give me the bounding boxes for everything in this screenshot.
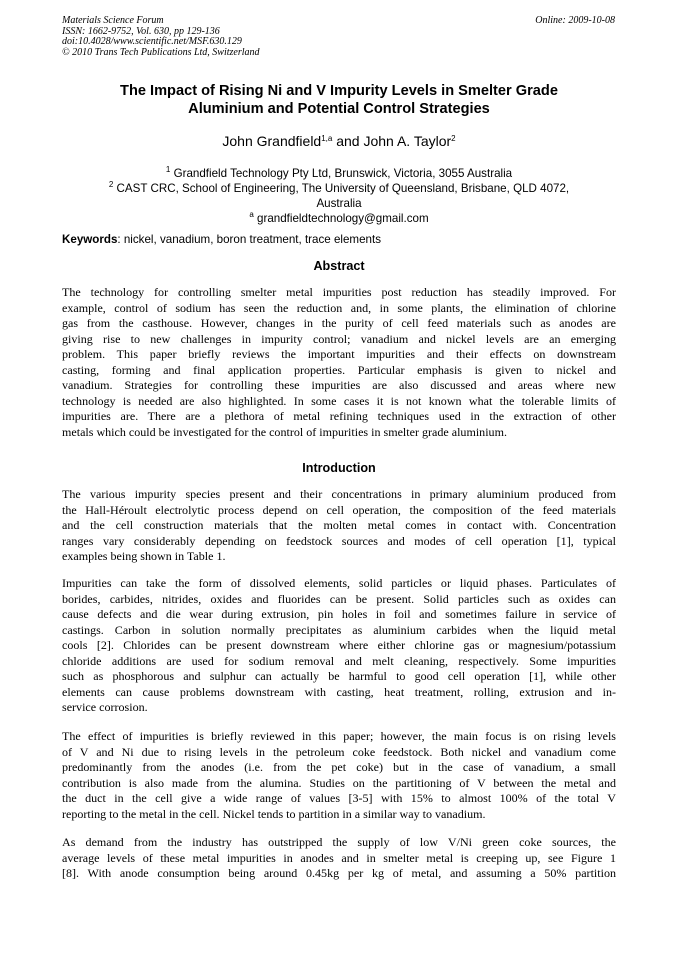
text-line: such as phosphorous and sulphur can actually be harmful to good cell operation [1], while other [62,669,616,683]
text-line: of V and Ni due to rising levels in the petroleum coke feedstock. Both nickel and vanadium come [62,744,616,759]
text-line: ranges vary considerably depending on feedstock sources and modes of cell operation [1], typical [62,533,616,548]
text-line: The various impurity species present and their concentrations in primary aluminium produced from [62,487,616,501]
author-2: John A. Taylor [363,133,452,149]
abstract-heading: Abstract [313,259,365,273]
affiliations [62,166,616,226]
text-line: chloride additions are used for sodium removal and melt cleaning, respectively. Some impurities [62,653,616,668]
keywords-label: Keywords [62,233,118,246]
text-line: As demand from the industry has outstripped the supply of low V/Ni green coke sources, the [62,835,616,849]
keywords [62,232,381,247]
intro-paragraph-4 [62,835,616,882]
text-line: cools [2]. Chlorides can be present downstream where either chlorine gas or magnesium/potassium [62,638,616,652]
text-line: [8]. With anode consumption being around 0.45kg per kg of metal, and assuming a 50% partition [62,866,616,880]
online-date: Online: 2009-10-08 [535,15,615,26]
copyright-line: © 2010 Trans Tech Publications Ltd, Switzerland [62,46,260,58]
text-line: contribution is also made from the alumina. Studies on the partitioning of V between the metal and [62,775,616,790]
keywords-text: : nickel, vanadium, boron treatment, trace elements [117,233,381,246]
title-line-2: Aluminium and Potential Control Strategies [188,101,490,117]
affiliation-2-cont: Australia [316,197,362,210]
abstract-body [62,285,616,440]
text-line: gas from the casthouse. However, changes in the purity of cell feed materials such as anodes are [62,316,616,330]
text-line: The effect of impurities is briefly reviewed in this paper; however, the main focus is on rising levels [62,729,616,743]
text-line: vanadium. Strategies for controlling these impurities are also discussed and areas where new [62,378,616,392]
title-line-1: The Impact of Rising Ni and V Impurity Levels in Smelter Grade [120,83,558,99]
text-line: Impurities can take the form of dissolved elements, solid particles or liquid phases. Particulates of [62,576,616,590]
text-line: cause defects and die wear during extrusion, pin holes in foil and sometimes failure in service of [62,607,616,621]
author-email: $^a$ grandfieldtechnology@gmail.com [249,210,429,225]
text-line: The technology for controlling smelter metal impurities post reduction has steadily improved. For [62,285,616,299]
affiliation-1: $^1$ Grandfield Technology Pty Ltd, Brunswick, Victoria, 3055 Australia [165,165,513,180]
text-line: problem. This paper briefly reviews the important impurities and their effects on downstream [62,347,616,361]
journal-header [62,16,260,58]
text-line: the duct in the cell give a wide range of values [3-5] with 15% to almost 100% of the total V [62,791,616,805]
affiliation-2: $^2$ CAST CRC, School of Engineering, The University of Queensland, Brisbane, QLD 4072, [108,180,570,195]
author-list [62,132,616,150]
text-line: technology is needed are also highlighted. In some cases it is not known what the tolerable limits of [62,393,616,408]
doi-line: doi:10.4028/www.scientific.net/MSF.630.129 [62,36,242,47]
text-line: service corrosion. [62,700,148,714]
text-line: example, control of sodium has seen the reduction and, in some plants, the elimination of chlorine [62,300,616,315]
intro-paragraph-2 [62,576,616,716]
text-line: elements can cause problems downstream with casting, heat treatment, rolling, extrusion and in- [62,684,616,699]
author-2-affil: 2 [451,134,456,143]
text-line: predominantly from the anodes (i.e. from the pet coke) but in the case of vanadium, a small [62,760,616,774]
text-line: borides, carbides, nitrides, oxides and fluorides can be present. Solid particles such as oxides can [62,591,616,606]
journal-name: Materials Science Forum [62,15,164,26]
intro-paragraph-1 [62,487,616,565]
text-line: the Hall-Héroult electrolytic process depend on cell operation, the composition of the feed materials [62,502,616,517]
text-line: average levels of these metal impurities in anodes and in smelter metal is creeping up, see Figure 1 [62,850,616,865]
text-line: examples being shown in Table 1. [62,549,226,563]
text-line: and the cell construction materials that the molten metal comes in contact with. Concentration [62,518,616,532]
author-conjunction: and [332,133,364,149]
text-line: impurities are. There are a plethora of metal refining techniques used in the extraction of other [62,409,616,423]
text-line: casting, forming and final application properties. Particular emphasis is given to nickel and [62,362,616,377]
author-1: John Grandfield [222,133,322,149]
text-line: giving rise to new challenges in impurity control; vanadium and nickel levels are an emerging [62,331,616,346]
text-line: metals which could be investigated for the control of impurities in smelter grade aluminium. [62,424,507,439]
introduction-heading: Introduction [302,461,376,475]
text-line: castings. Carbon in solution normally precipitates as aluminium carbides when the liquid metal [62,622,616,637]
author-1-affil: 1,a [321,134,333,143]
issn-line: ISSN: 1662-9752, Vol. 630, pp 129-136 [62,25,220,37]
intro-paragraph-3 [62,729,616,822]
paper-title [62,82,616,118]
text-line: reporting to the metal in the cell. Nickel tends to partition in a similar way to vanadium. [62,806,486,821]
